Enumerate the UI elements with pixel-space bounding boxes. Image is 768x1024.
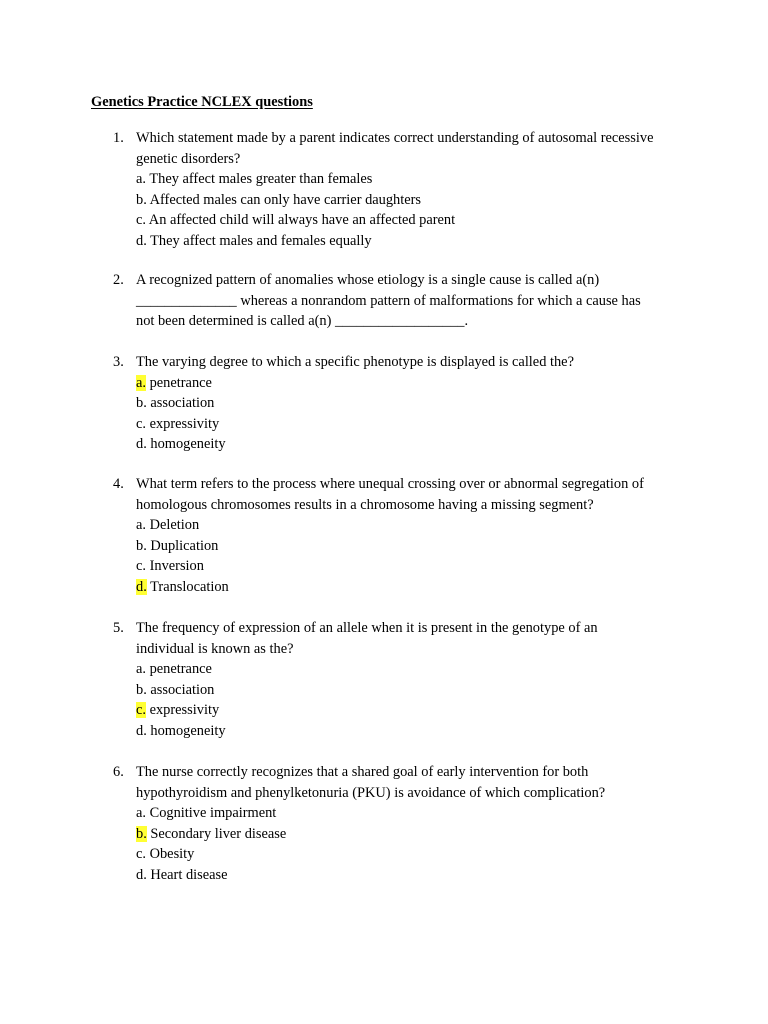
- answer-letter: d.: [136, 232, 147, 249]
- answer-option: [136, 414, 696, 435]
- question-number: 5.: [113, 620, 124, 636]
- question-text-line: individual is known as the?: [136, 640, 294, 657]
- answer-letter: a.: [136, 517, 146, 534]
- answer-text: Affected males can only have carrier daughters: [146, 191, 422, 208]
- answer-text: Cognitive impairment: [146, 805, 277, 822]
- question-text-line: not been determined is called a(n) __________________.: [136, 313, 469, 330]
- question-body: [136, 474, 696, 598]
- answer-option: [136, 577, 696, 598]
- answer-option: [136, 393, 696, 414]
- answer-text: An affected child will always have an affected parent: [146, 212, 456, 229]
- question-number: 3.: [113, 354, 124, 370]
- answer-letter: b.: [136, 191, 147, 208]
- highlighted-answer-letter: b.: [136, 825, 147, 842]
- answer-option: [136, 803, 696, 824]
- answer-letter: a.: [136, 661, 146, 678]
- answer-text: association: [146, 681, 215, 698]
- answer-option: [136, 231, 696, 252]
- answer-text: Secondary liver disease: [146, 825, 287, 842]
- question-body: [136, 128, 696, 252]
- question-number: 4.: [113, 476, 124, 492]
- answer-text: Translocation: [146, 578, 229, 595]
- answer-option: [136, 536, 696, 557]
- highlighted-answer-letter: a.: [136, 374, 146, 391]
- answer-option: [136, 824, 696, 845]
- question-body: [136, 618, 696, 742]
- answer-text: They affect males greater than females: [146, 171, 373, 188]
- answer-text: association: [146, 395, 215, 412]
- answer-letter: a.: [136, 805, 146, 822]
- answer-option: [136, 434, 696, 455]
- question-text-line: The varying degree to which a specific phenotype is displayed is called the?: [136, 354, 574, 370]
- answer-letter: c.: [136, 558, 146, 575]
- highlighted-answer-letter: d.: [136, 578, 147, 595]
- answer-text: expressivity: [146, 415, 220, 432]
- answer-text: Duplication: [146, 537, 219, 554]
- answer-letter: a.: [136, 171, 146, 188]
- highlighted-answer-letter: c.: [136, 702, 146, 719]
- answer-option: [136, 865, 696, 886]
- answer-letter: d.: [136, 436, 147, 453]
- answer-text: Deletion: [146, 517, 200, 534]
- question-text-line: hypothyroidism and phenylketonuria (PKU) is avoidance of which complication?: [136, 784, 606, 801]
- page-title: Genetics Practice NCLEX questions: [91, 94, 313, 110]
- question-text-line: A recognized pattern of anomalies whose etiology is a single cause is called a(n): [136, 272, 600, 288]
- answer-text: penetrance: [146, 661, 212, 678]
- question-text-line: homologous chromosomes results in a chromosome having a missing segment?: [136, 496, 594, 513]
- question-text-line: Which statement made by a parent indicates correct understanding of autosomal recessive: [136, 130, 654, 146]
- question-text-line: ______________ whereas a nonrandom pattern of malformations for which a cause has: [136, 292, 641, 309]
- question-number: 6.: [113, 764, 124, 780]
- answer-option: [136, 373, 696, 394]
- answer-text: penetrance: [146, 374, 212, 391]
- question-number: 1.: [113, 130, 124, 146]
- question-text-line: The frequency of expression of an allele when it is present in the genotype of an: [136, 620, 598, 636]
- answer-letter: c.: [136, 212, 146, 229]
- answer-letter: b.: [136, 395, 147, 412]
- answer-text: expressivity: [146, 702, 220, 719]
- question-text-line: genetic disorders?: [136, 150, 241, 167]
- answer-letter: d.: [136, 722, 147, 739]
- answer-text: Heart disease: [146, 866, 228, 883]
- answer-option: [136, 190, 696, 211]
- answer-option: [136, 556, 696, 577]
- answer-option: [136, 700, 696, 721]
- question-text-line: The nurse correctly recognizes that a shared goal of early intervention for both: [136, 764, 589, 780]
- answer-text: homogeneity: [146, 722, 226, 739]
- answer-option: [136, 169, 696, 190]
- answer-text: Inversion: [146, 558, 204, 575]
- answer-letter: b.: [136, 537, 147, 554]
- question-body: [136, 270, 696, 332]
- answer-letter: d.: [136, 866, 147, 883]
- answer-option: [136, 210, 696, 231]
- answer-option: [136, 844, 696, 865]
- answer-text: Obesity: [146, 846, 195, 863]
- answer-option: [136, 680, 696, 701]
- answer-letter: c.: [136, 415, 146, 432]
- answer-option: [136, 721, 696, 742]
- answer-option: [136, 659, 696, 680]
- question-body: [136, 352, 696, 455]
- answer-text: They affect males and females equally: [146, 232, 372, 249]
- question-body: [136, 762, 696, 886]
- answer-letter: c.: [136, 846, 146, 863]
- question-text-line: What term refers to the process where unequal crossing over or abnormal segregation of: [136, 476, 644, 492]
- answer-letter: b.: [136, 681, 147, 698]
- question-number: 2.: [113, 272, 124, 288]
- answer-text: homogeneity: [146, 436, 226, 453]
- answer-option: [136, 515, 696, 536]
